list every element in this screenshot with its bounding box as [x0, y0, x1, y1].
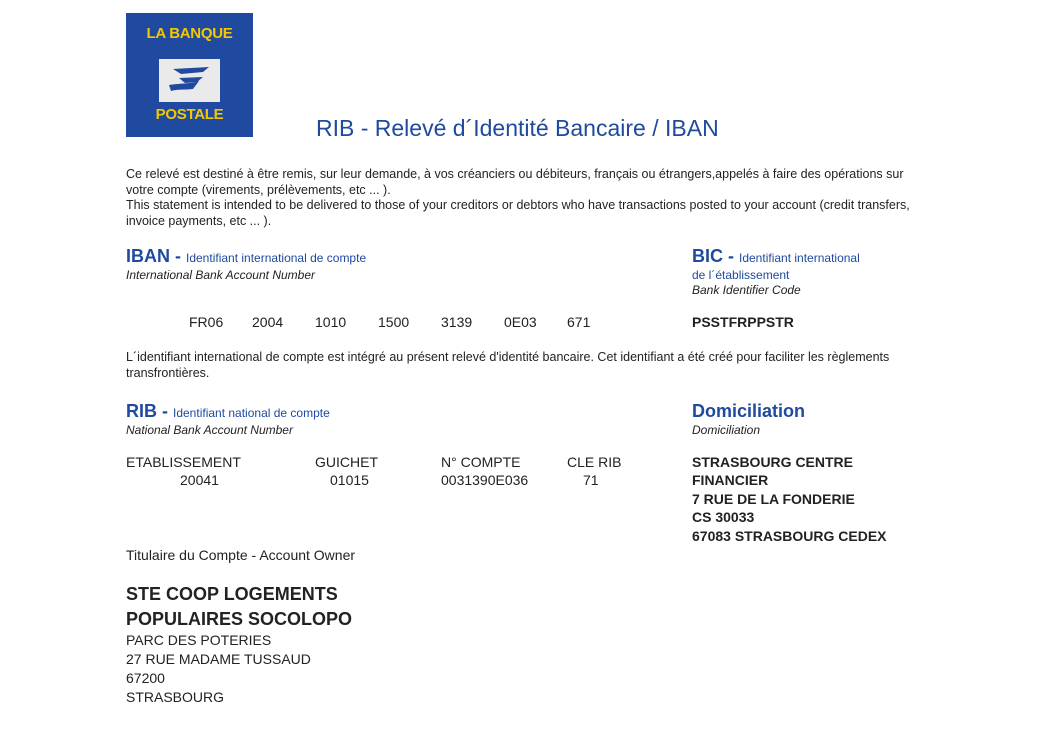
iban-label: IBAN - — [126, 246, 186, 266]
intro-en: This statement is intended to be delivered to those of your creditors or debtors who have transactions posted to your account (credit transfers, invoice payments, etc ... ). — [126, 198, 910, 228]
owner-address-line: STRASBOURG — [126, 689, 225, 705]
iban-group: 1500 — [378, 314, 410, 330]
logo-line1: LA BANQUE — [146, 25, 233, 42]
iban-en: International Bank Account Number — [126, 268, 315, 282]
rib-col-value: 0031390E036 — [441, 472, 529, 488]
iban-note: L´identifiant international de compte est intégré au présent relevé d'identité bancaire. Cet identifiant a été créé pour faciliter les règlements transfrontières. — [126, 350, 890, 380]
iban-sub: Identifiant international de compte — [186, 251, 367, 265]
owner-name-line1: STE COOP LOGEMENTS — [126, 584, 338, 604]
rib-col-header: GUICHET — [315, 454, 378, 470]
logo-bird-icon — [159, 59, 220, 102]
domiciliation-line: 7 RUE DE LA FONDERIE — [692, 491, 855, 507]
owner-label: Titulaire du Compte - Account Owner — [126, 547, 356, 563]
bic-en: Bank Identifier Code — [692, 283, 801, 297]
owner-address-line: 67200 — [126, 670, 165, 686]
domiciliation-line: FINANCIER — [692, 472, 769, 488]
owner-address-line: PARC DES POTERIES — [126, 632, 272, 648]
rib-en: National Bank Account Number — [126, 423, 293, 437]
rib-heading — [126, 401, 330, 422]
rib-col-header: N° COMPTE — [441, 454, 521, 470]
logo-line2: POSTALE — [155, 106, 224, 123]
iban-group: 671 — [567, 314, 591, 330]
bic-sub1: Identifiant international — [739, 251, 860, 265]
owner-address — [126, 631, 311, 707]
iban-group: 1010 — [315, 314, 347, 330]
bank-logo — [126, 13, 253, 137]
rib-col-header: ETABLISSEMENT — [126, 454, 241, 470]
iban-group: 0E03 — [504, 314, 537, 330]
owner-address-line: 27 RUE MADAME TUSSAUD — [126, 651, 311, 667]
iban-group: 3139 — [441, 314, 473, 330]
iban-heading — [126, 246, 366, 267]
intro-fr: Ce relevé est destiné à être remis, sur leur demande, à vos créanciers ou débiteurs, français ou étrangers,appelés à faire des opérations sur votre compte (virements, prélèvements, etc ... ). — [126, 167, 904, 197]
page-title: RIB - Relevé d´Identité Bancaire / IBAN — [316, 115, 719, 141]
iban-group: 2004 — [252, 314, 284, 330]
rib-sub: Identifiant national de compte — [173, 406, 330, 420]
iban-group: FR06 — [189, 314, 224, 330]
intro-text — [126, 167, 916, 229]
bic-label: BIC - — [692, 246, 739, 266]
rib-col-value: 01015 — [330, 472, 369, 488]
rib-label: RIB - — [126, 401, 173, 421]
domiciliation-heading: Domiciliation — [692, 401, 806, 421]
domiciliation-sub: Domiciliation — [692, 423, 761, 437]
bic-sub2: de l´établissement — [692, 268, 790, 282]
domiciliation-line: STRASBOURG CENTRE — [692, 454, 854, 470]
rib-col-header: CLE RIB — [567, 454, 622, 470]
owner-name-line2: POPULAIRES SOCOLOPO — [126, 609, 353, 629]
rib-col-value: 71 — [583, 472, 599, 488]
domiciliation-line: CS 30033 — [692, 509, 755, 525]
rib-col-value: 20041 — [180, 472, 219, 488]
bic-value: PSSTFRPPSTR — [692, 314, 794, 330]
bic-heading — [692, 246, 860, 267]
domiciliation-line: 67083 STRASBOURG CEDEX — [692, 528, 887, 544]
